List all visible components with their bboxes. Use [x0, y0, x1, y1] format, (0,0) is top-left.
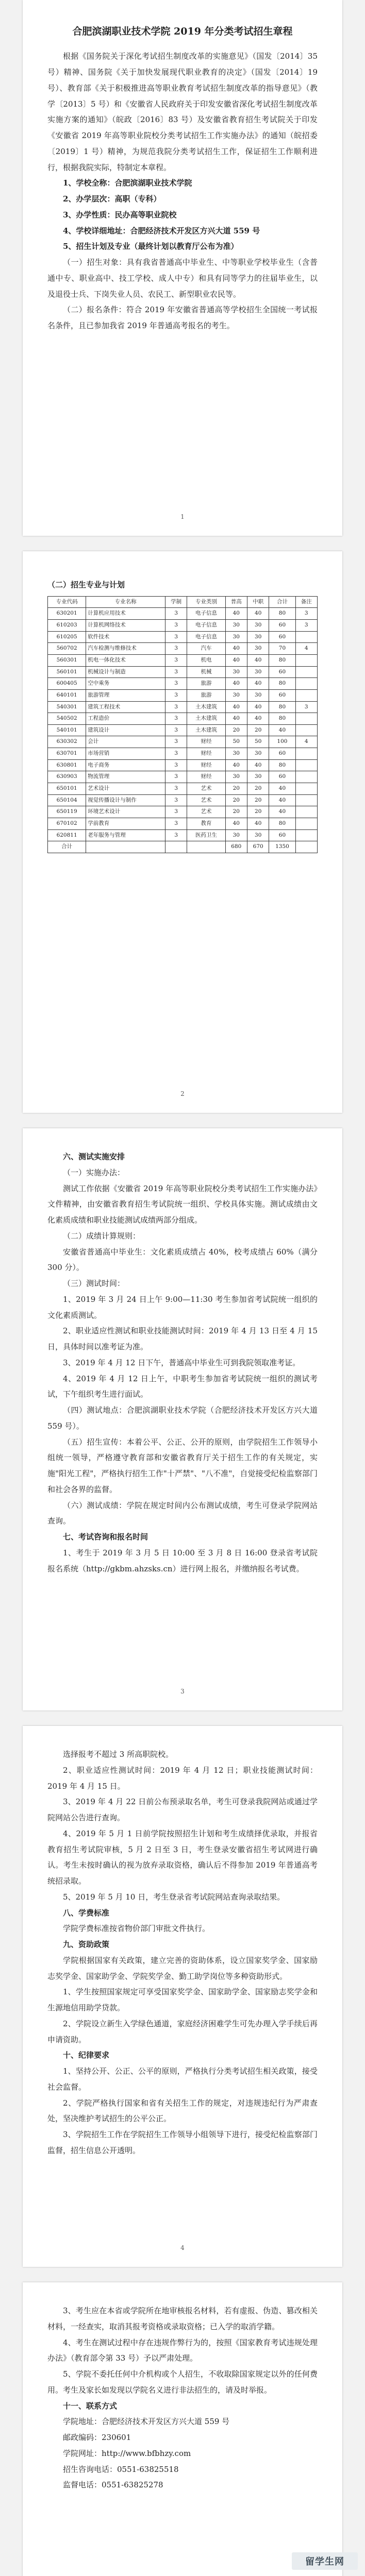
paragraph: （一）实施办法： — [63, 1167, 125, 1177]
table-cell: 电子信息 — [187, 620, 225, 632]
table-cell: 40 — [225, 713, 247, 725]
paragraph: 2、学院设立新生入学绿色通道，家庭经济困难学生可先办理入学手续后再申请资助。 — [47, 2019, 318, 2044]
table-cell: 3 — [165, 631, 187, 643]
paragraph: 5、2019 年 5 月 10 日，考生登录省考试院网站查询录取结果。 — [63, 1892, 285, 1902]
table-row — [48, 678, 318, 690]
table-cell — [295, 724, 318, 736]
table-cell: 620811 — [48, 829, 86, 841]
header-cell: 合计 — [269, 596, 295, 608]
table-cell: 630903 — [48, 771, 86, 783]
table-row — [48, 736, 318, 748]
table-cell — [295, 631, 318, 643]
section-heading: 九、资助政策 — [63, 1940, 110, 1949]
table-row — [48, 818, 318, 829]
page4-body — [47, 1747, 318, 2159]
table-cell: 540101 — [48, 724, 86, 736]
table-cell: 30 — [225, 748, 247, 760]
table-cell: 50 — [225, 736, 247, 748]
table-cell: 40 — [225, 654, 247, 666]
paragraph: （六）测试成绩：学院在规定时间内公布测试成绩，考生可登录学院网站查询。 — [47, 1500, 318, 1526]
table-cell: 医药卫生 — [187, 829, 225, 841]
table-cell: 建筑设计 — [86, 724, 165, 736]
table-cell: 工程造价 — [86, 713, 165, 725]
header-cell: 专业代码 — [48, 596, 86, 608]
table-cell: 640101 — [48, 689, 86, 701]
table-cell: 40 — [269, 783, 295, 795]
document-page-5 — [23, 2282, 342, 2576]
table-cell: 计算机网络技术 — [86, 620, 165, 632]
table-cell: 80 — [269, 713, 295, 725]
paragraph: 学院根据国家有关政策，建立完善的资助体系，设立国家奖学金、国家励志奖学金、国家助学金、学院奖学金、勤工助学岗位等多种资助形式。 — [47, 1955, 318, 1981]
table-row — [48, 783, 318, 795]
table-cell: 3 — [165, 736, 187, 748]
table-cell — [295, 689, 318, 701]
section-heading: 十、纪律要求 — [63, 2050, 110, 2060]
page3-body — [47, 1165, 318, 1577]
table-cell: 市场营销 — [86, 748, 165, 760]
table-row — [48, 643, 318, 655]
table-row — [48, 724, 318, 736]
table-row — [48, 689, 318, 701]
table-cell: 电子商务 — [86, 759, 165, 771]
table-cell: 电子信息 — [187, 608, 225, 620]
table-cell: 老年服务与管理 — [86, 829, 165, 841]
paragraph: 4、考生在测试过程中存在违规作弊行为的，按照《国家教育考试违规处理办法》（教育部令第 33 号）予以严肃处理。 — [47, 2337, 318, 2363]
table-cell: 60 — [269, 689, 295, 701]
paragraph: 1、坚持公开、公正、公平的原则，严格执行分类考试招生相关政策，接受社会监督。 — [47, 2066, 318, 2092]
table-cell: 30 — [225, 689, 247, 701]
table-cell: 80 — [269, 608, 295, 620]
table-cell: 财经 — [187, 759, 225, 771]
table-cell: 630701 — [48, 748, 86, 760]
table-cell: 40 — [247, 654, 269, 666]
site-watermark: 留学生网 — [292, 2552, 358, 2570]
paragraph: 1、2019 年 3 月 24 日上午 9:00—11:30 考生参加省考试院统一组织的文化素质测试。 — [47, 1294, 318, 1320]
table-cell: 财经 — [187, 748, 225, 760]
table-total-row — [48, 841, 318, 853]
table-cell: 空中乘务 — [86, 678, 165, 690]
table-row — [48, 829, 318, 841]
table-cell: 610205 — [48, 631, 86, 643]
table-cell: 视觉传播设计与制作 — [86, 794, 165, 806]
table-cell: 40 — [247, 759, 269, 771]
table-cell: 会计 — [86, 736, 165, 748]
table-cell — [295, 841, 318, 853]
table-cell: 合计 — [48, 841, 86, 853]
table-cell: 艺术 — [187, 806, 225, 818]
table-cell: 建筑工程技术 — [86, 701, 165, 713]
table-cell: 600405 — [48, 678, 86, 690]
paragraph: 4、2019 年 4 月 12 日上午，中职考生参加省考试院统一组织的测试考试，下午组织考生进行面试。 — [47, 1374, 318, 1399]
section-heading: 六、测试实施安排 — [63, 1152, 125, 1161]
table-cell: 20 — [247, 783, 269, 795]
table-cell: 40 — [269, 794, 295, 806]
education-level-item: 2、办学层次：高职（专科） — [63, 194, 161, 204]
document-page-2 — [23, 551, 342, 1113]
table-cell: 80 — [269, 678, 295, 690]
table-cell: 汽车 — [187, 643, 225, 655]
table-cell: 60 — [269, 631, 295, 643]
header-cell: 中职 — [247, 596, 269, 608]
table-cell: 旅游管理 — [86, 689, 165, 701]
paragraph: 2、职业适应性测试和职业技能测试时间：2019 年 4 月 13 日至 4 月 15 日，具体时间以准考证为准。 — [47, 1326, 318, 1351]
table-cell: 3 — [165, 806, 187, 818]
table-cell: 80 — [269, 701, 295, 713]
table-cell — [295, 806, 318, 818]
table-cell: 40 — [269, 806, 295, 818]
table-row — [48, 759, 318, 771]
table-cell: 4 — [295, 643, 318, 655]
table-cell: 40 — [247, 608, 269, 620]
table-cell: 电子信息 — [187, 631, 225, 643]
table-cell: 教育 — [187, 818, 225, 829]
paragraph: 3、学院招生工作在学院招生工作领导小组领导下进行，接受纪检监察部门监督，招生信息公开透明。 — [47, 2130, 318, 2155]
table-cell: 40 — [269, 724, 295, 736]
table-cell: 60 — [269, 748, 295, 760]
table-cell: 80 — [269, 818, 295, 829]
table-cell: 3 — [165, 654, 187, 666]
table-cell — [86, 841, 165, 853]
table-cell: 3 — [165, 713, 187, 725]
table-cell: 4 — [295, 736, 318, 748]
table-cell: 560101 — [48, 666, 86, 678]
page-number: 3 — [180, 1688, 185, 1696]
table-cell: 3 — [165, 759, 187, 771]
table-cell: 60 — [269, 620, 295, 632]
table-cell — [187, 841, 225, 853]
table-cell: 3 — [165, 783, 187, 795]
table-cell: 3 — [165, 701, 187, 713]
table-cell: 40 — [225, 701, 247, 713]
table-cell: 30 — [247, 643, 269, 655]
paragraph: 2、学院严格执行国家和省有关招生工作的规定，对违规违纪行为严肃查处，坚决维护考试招生的公平公正。 — [47, 2098, 318, 2124]
table-cell: 学前教育 — [86, 818, 165, 829]
table-cell: 3 — [295, 620, 318, 632]
table-row — [48, 771, 318, 783]
table-cell: 旅游 — [187, 678, 225, 690]
table-cell: 60 — [269, 771, 295, 783]
table-cell: 30 — [225, 771, 247, 783]
table-row — [48, 654, 318, 666]
paragraph: （二）成绩计算规则： — [63, 1231, 141, 1241]
document-page-4 — [23, 1726, 342, 2267]
table-cell — [295, 829, 318, 841]
table-cell: 20 — [225, 794, 247, 806]
page-number: 1 — [180, 513, 185, 521]
intro-paragraph: 根据《国务院关于深化考试招生制度改革的实施意见》（国发〔2014〕35 号）精神、国务院《关于加快发展现代职业教育的决定》（国发〔2014〕19 号）、教育部《关于积极推进高等职业教育考试招生制度改革的指导意见》（教学〔2013〕5 号）和《安徽省人民政府关于印发安徽省深化考试招生制度改革实施方案的通知》（皖政〔2016〕83 号）及安徽省教育招生考试院关于印发《安徽省 2019 年高等职业院校分类考试招生工作实施办法》的通知（皖招委〔2019〕1 号）精神，为规范我院分类考试招生工作，保证招生工作顺利进行，根据我院实际，特制定本章程。 — [47, 52, 318, 172]
table-cell: 80 — [269, 654, 295, 666]
table-cell — [295, 818, 318, 829]
table-cell: 30 — [247, 666, 269, 678]
school-nature-item: 3、办学性质：民办高等职业院校 — [63, 210, 177, 219]
table-cell: 20 — [247, 794, 269, 806]
table-row — [48, 666, 318, 678]
paragraph: 1、考生于 2019 年 3 月 5 日 10:00 至 3 月 8 日 16:00 登录省考试院报名系统（http://gkbm.ahzsks.cn）进行网上报名，并缴纳报名考试费。 — [47, 1548, 318, 1573]
table-cell — [295, 666, 318, 678]
header-cell: 普高 — [225, 596, 247, 608]
table-cell: 3 — [165, 678, 187, 690]
table-cell: 30 — [225, 620, 247, 632]
paragraph: 监督电话：0551-63825278 — [63, 2480, 163, 2490]
paragraph: 学院地址：合肥经济技术开发区方兴大道 559 号 — [63, 2417, 230, 2427]
table-cell: 3 — [165, 643, 187, 655]
table-cell: 40 — [225, 678, 247, 690]
table-cell: 30 — [247, 620, 269, 632]
table-cell: 650101 — [48, 783, 86, 795]
page-number: 2 — [180, 1090, 185, 1098]
table-cell: 40 — [247, 701, 269, 713]
table-cell — [295, 783, 318, 795]
table-cell: 土木建筑 — [187, 724, 225, 736]
table-cell: 3 — [165, 748, 187, 760]
paragraph: 学院网址：http://www.bfbhzy.com — [63, 2448, 191, 2458]
table-cell: 30 — [225, 631, 247, 643]
table-cell: 630302 — [48, 736, 86, 748]
table-cell: 40 — [247, 713, 269, 725]
paragraph: 安徽省普通高中毕业生：文化素质成绩占 40%，校考成绩占 60%（满分 300 分）。 — [47, 1247, 318, 1273]
table-cell — [295, 713, 318, 725]
table-cell: 财经 — [187, 736, 225, 748]
table-cell: 560301 — [48, 654, 86, 666]
table-cell: 3 — [165, 794, 187, 806]
table-row — [48, 713, 318, 725]
table-cell — [295, 759, 318, 771]
document-page-1 — [23, 0, 342, 536]
document-page-3 — [23, 1128, 342, 1710]
enrollment-plan-heading: 5、招生计划及专业（最终计划以教育厅公布为准） — [63, 242, 239, 251]
table-cell — [295, 794, 318, 806]
section-heading: 八、学费标准 — [63, 1908, 110, 1918]
table-cell: 30 — [247, 631, 269, 643]
table-row — [48, 748, 318, 760]
paragraph: （三）测试时间： — [63, 1279, 125, 1288]
header-cell: 专业名称 — [86, 596, 165, 608]
table-cell — [295, 771, 318, 783]
table-cell: 40 — [225, 608, 247, 620]
table-cell: 630801 — [48, 759, 86, 771]
table-cell — [295, 748, 318, 760]
paragraph: 3、2019 年 4 月 22 日前公布预录取名单，考生可登录我院网站或通过学院网站公告进行查询。 — [47, 1797, 318, 1822]
paragraph: 选择报考不超过 3 所高职院校。 — [63, 1750, 174, 1759]
table-row — [48, 701, 318, 713]
table-cell: 20 — [225, 783, 247, 795]
paragraph: 4、2019 年 5 月 1 日前学院按照招生计划和考生成绩择优录取，并报省教育招生考试院审核，5 月 2 日至 3 日，考生登录安徽省招生考试网进行确认。考生未按时确认的视为放弃录取资格，确认后不得参加 2019 年普通高考统招录取。 — [47, 1828, 318, 1886]
table-cell: 土木建筑 — [187, 701, 225, 713]
table-cell: 70 — [269, 643, 295, 655]
section-heading: 七、考试咨询和报名时间 — [63, 1532, 148, 1541]
table-cell: 3 — [165, 689, 187, 701]
table-cell: 670 — [247, 841, 269, 853]
table-cell: 1350 — [269, 841, 295, 853]
table-cell: 计算机应用技术 — [86, 608, 165, 620]
table-cell — [295, 654, 318, 666]
table-row — [48, 806, 318, 818]
table-cell: 610203 — [48, 620, 86, 632]
table-cell: 80 — [269, 759, 295, 771]
table-cell: 3 — [165, 829, 187, 841]
table-cell: 3 — [165, 771, 187, 783]
school-address-item: 4、学校详细地址：合肥经济技术开发区方兴大道 559 号 — [63, 226, 260, 235]
paragraph: （四）测试地点：合肥滨湖职业技术学院（合肥经济技术开发区方兴大道 559 号）。 — [47, 1405, 318, 1431]
table-cell: 560702 — [48, 643, 86, 655]
table-cell: 40 — [225, 818, 247, 829]
table-cell: 650104 — [48, 794, 86, 806]
page5-body — [47, 2303, 318, 2493]
enrollment-plan-table — [47, 596, 318, 853]
registration-condition-paragraph: （二）报名条件：符合 2019 年安徽省普通高等学校招生全国统一考试报名条件，且已参加我省 2019 年普通高考报名的考生。 — [47, 305, 318, 331]
table-cell: 40 — [247, 818, 269, 829]
paragraph: 招生咨询电话：0551-63825518 — [63, 2464, 179, 2474]
table-cell: 机电 — [187, 654, 225, 666]
table-cell: 3 — [295, 608, 318, 620]
header-cell: 备注 — [295, 596, 318, 608]
table-cell: 机械 — [187, 666, 225, 678]
table-cell: 3 — [165, 620, 187, 632]
table-cell: 机电一体化技术 — [86, 654, 165, 666]
table-cell: 旅游 — [187, 689, 225, 701]
paragraph: 测试工作依据《安徽省 2019 年高等职业院校分类考试招生工作实施办法》文件精神，由安徽省教育招生考试院统一组织、学校具体实施。测试成绩由文化素质成绩和职业技能测试成绩两部分组成。 — [47, 1183, 318, 1225]
table-cell: 3 — [165, 666, 187, 678]
table-row — [48, 794, 318, 806]
table-cell: 环境艺术设计 — [86, 806, 165, 818]
table-cell: 540502 — [48, 713, 86, 725]
table-row — [48, 608, 318, 620]
paragraph: 5、学院不委托任何中介机构或个人招生，不收取除国家规定以外的任何费用。考生及家长如发现以学院名义进行非法招生的，请及时举报。 — [47, 2369, 318, 2395]
table-cell — [165, 841, 187, 853]
table-cell: 40 — [225, 643, 247, 655]
enrollment-target-paragraph: （一）招生对象：具有我省普通高中毕业生、中等职业学校毕业生（含普通中专、职业高中、技工学校、成人中专）和具有同等学力的往届毕业生，以及退役士兵、下岗失业人员、农民工、新型职业农民等。 — [47, 258, 318, 299]
table-cell: 3 — [165, 724, 187, 736]
header-cell: 学制 — [165, 596, 187, 608]
paragraph: 3、2019 年 4 月 12 日下午，普通高中毕业生可到我院领取准考证。 — [63, 1358, 301, 1367]
table-cell: 680 — [225, 841, 247, 853]
table-cell: 50 — [247, 736, 269, 748]
table-cell: 60 — [269, 666, 295, 678]
table-cell: 土木建筑 — [187, 713, 225, 725]
table-cell: 软件技术 — [86, 631, 165, 643]
table-header-row — [48, 596, 318, 608]
paragraph: 3、考生应在本省或学院所在地审核报名材料，若有虚报、伪造、篡改相关材料，一经查实，取消其报考资格或录取资格；已入学的取消学籍。 — [47, 2306, 318, 2331]
table-cell: 40 — [247, 678, 269, 690]
plan-table-body — [48, 608, 318, 853]
table-cell: 艺术 — [187, 783, 225, 795]
header-cell: 专业类别 — [187, 596, 225, 608]
school-name-item: 1、学校全称：合肥滨湖职业技术学院 — [63, 178, 192, 188]
table-cell: 30 — [247, 748, 269, 760]
table-cell: 100 — [269, 736, 295, 748]
table-cell — [295, 678, 318, 690]
section-heading: 十一、联系方式 — [63, 2401, 118, 2411]
table-cell: 30 — [225, 829, 247, 841]
table-cell: 20 — [247, 724, 269, 736]
table-row — [48, 631, 318, 643]
table-row — [48, 620, 318, 632]
table-cell: 40 — [225, 759, 247, 771]
table-cell: 60 — [269, 829, 295, 841]
table-cell: 30 — [247, 829, 269, 841]
document-title: 合肥滨湖职业技术学院 2019 年分类考试招生章程 — [72, 26, 293, 37]
table-cell: 财经 — [187, 771, 225, 783]
page-number: 4 — [180, 2244, 185, 2252]
paragraph: 学院学费标准按省物价部门审批文件执行。 — [63, 1924, 210, 1934]
table-cell: 540301 — [48, 701, 86, 713]
table-cell: 630201 — [48, 608, 86, 620]
table-cell: 30 — [247, 689, 269, 701]
table-cell: 20 — [225, 806, 247, 818]
table-cell: 物流管理 — [86, 771, 165, 783]
table-cell: 20 — [247, 806, 269, 818]
table-cell: 20 — [225, 724, 247, 736]
table-cell: 3 — [165, 608, 187, 620]
table-cell: 650119 — [48, 806, 86, 818]
table-cell: 30 — [225, 666, 247, 678]
table-cell: 670102 — [48, 818, 86, 829]
paragraph: 邮政编码：230601 — [63, 2433, 131, 2442]
paragraph: 1、学生按照国家规定可享受国家奖学金、国家助学金、国家励志奖学金和生源地信用助学贷款。 — [47, 1987, 318, 2012]
table-cell: 艺术设计 — [86, 783, 165, 795]
table-cell: 机械设计与制造 — [86, 666, 165, 678]
table-cell: 3 — [295, 701, 318, 713]
table-cell: 汽车检测与维修技术 — [86, 643, 165, 655]
paragraph: （五）招生宣传：本着公平、公正、公开的原则，由学院招生工作领导小组统一领导，严格遵守教育部和安徽省教育厅关于招生工作的有关规定，实施"阳光工程"，严格执行招生工作"十严禁"、"八不准"，自觉接受纪检监察部门和社会各界的监督。 — [47, 1437, 318, 1494]
table-cell: 艺术 — [187, 794, 225, 806]
paragraph: 2、职业适应性测试时间：2019 年 4 月 12 日；职业技能测试时间：2019 年 4 月 15 日。 — [47, 1765, 318, 1791]
table-cell: 3 — [165, 818, 187, 829]
plan-table-caption: （二）招生专业与计划 — [47, 580, 125, 589]
table-cell: 30 — [247, 771, 269, 783]
